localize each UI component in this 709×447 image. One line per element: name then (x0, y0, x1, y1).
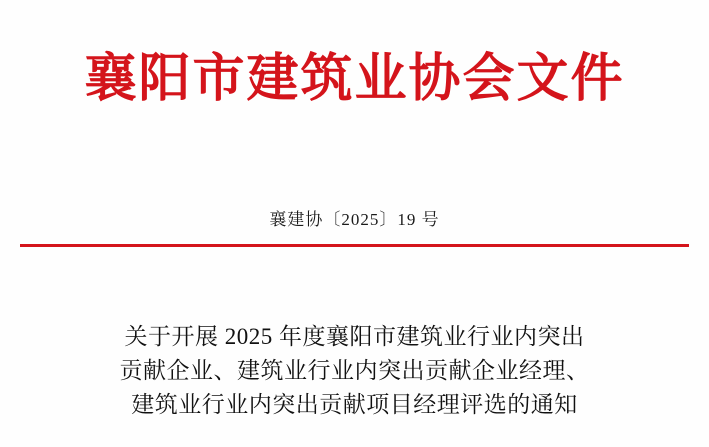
subject-line-1: 关于开展 2025 年度襄阳市建筑业行业内突出 (124, 324, 585, 349)
document-number: 襄建协〔2025〕19 号 (269, 210, 440, 229)
document-title: 襄阳市建筑业协会文件 (84, 48, 625, 109)
red-divider-rule (20, 244, 689, 247)
subject-line-3: 建筑业行业内突出贡献项目经理评选的通知 (131, 392, 578, 417)
document-subject (62, 320, 647, 422)
subject-line-2: 贡献企业、建筑业行业内突出贡献企业经理、 (119, 358, 590, 383)
